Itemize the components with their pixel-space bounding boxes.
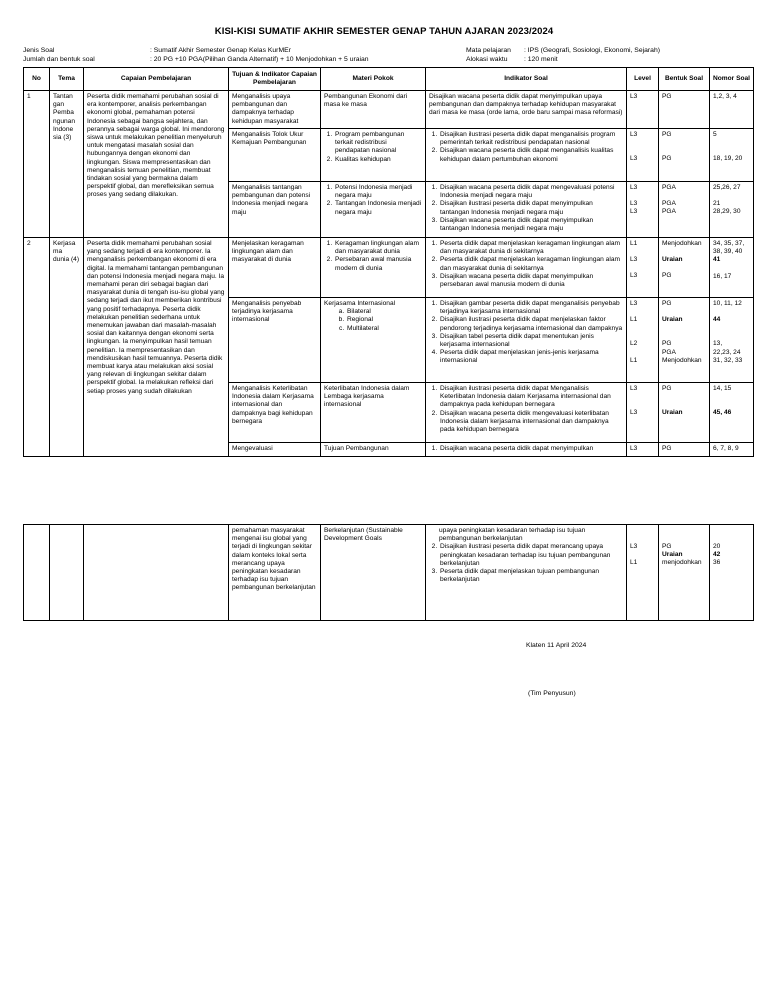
row2-sub1-bentuk <box>659 238 710 298</box>
page-title: KISI-KISI SUMATIF AKHIR SEMESTER GENAP TAHUN AJARAN 2023/2024 <box>214 26 554 37</box>
list-item: 2. Persebaran awal manusia modern di dunia <box>334 256 422 272</box>
row2-sub1-nomor <box>710 238 754 298</box>
level-value: L3 <box>630 272 638 280</box>
list-item: 1. Disajikan wacana peserta didik dapat mengevaluasi potensi Indonesia menjadi negara maju <box>439 184 623 200</box>
table-header-row <box>24 68 754 91</box>
list-item: 2. Kualitas kehidupan <box>334 156 422 164</box>
level-value: L3 <box>630 184 638 191</box>
row1-tema: Tantan gan Pemba ngunan Indone sia (3) <box>50 91 84 238</box>
materi-title: Kerjasama Internasional <box>324 300 396 307</box>
list-item: 1. Disajikan ilustrasi peserta didik dapat menganalisis program pemerintah terkait redistribusi pendapatan nasional <box>439 131 623 147</box>
level-value: L3 <box>630 131 638 138</box>
row2-sub3-indikator <box>426 383 627 443</box>
row1-sub3-indikator <box>426 182 627 238</box>
bentuk-value: PG <box>662 385 672 392</box>
row1-sub2-tujuan: Menganalisis Tolok Ukur Kemajuan Pembangunan <box>229 129 321 182</box>
list-item: 1. Keragaman lingkungan alam dan masyarakat dunia <box>334 240 422 256</box>
row2-sub3-nomor <box>710 383 754 443</box>
bentuk-value: Uraian <box>662 256 683 264</box>
cont-tema <box>50 525 84 621</box>
bentuk-value: PG <box>662 543 672 550</box>
bentuk-value: Uraian <box>662 551 683 559</box>
meta-jumlah-soal-value: : 20 PG +10 PGA(Pilihan Ganda Alternatif) + 10 Menjodohkan + 5 uraian <box>150 56 369 63</box>
row2-sub3-tujuan: Menganalisis Keterlibatan Indonesia dalam Kerjasama internasional dan dampaknya bagi kehidupan bernegara <box>229 383 321 443</box>
nomor-value: 41 <box>713 256 721 264</box>
list-item: 2. Disajikan ilustrasi peserta didik dapat menyimpulkan tantangan Indonesia menjadi negara maju <box>439 200 623 216</box>
list-item: 2. Peserta didik dapat menjelaskan keragaman lingkungan alam dan masyarakat dunia di sekitarnya <box>439 256 623 272</box>
row2-sub4-indikator <box>426 443 627 457</box>
header-level: Level <box>627 68 659 91</box>
list-item: 2. Tantangan Indonesia menjadi negara maju <box>334 200 422 216</box>
indikator-continued: upaya peningkatan kesadaran terhadap isu tujuan pembangunan berkelanjutan <box>439 527 586 543</box>
list-item: 4. Peserta didik dapat menjelaskan jenis-jenis kerjasama internasional <box>439 349 623 365</box>
row1-sub1-level: L3 <box>627 91 659 129</box>
row2-sub3-materi: Keterlibatan Indonesia dalam Lembaga kerjasama internasional <box>321 383 426 443</box>
header-materi: Materi Pokok <box>321 68 426 91</box>
bentuk-value: Menjodohkan <box>662 240 702 247</box>
bentuk-value: PGA <box>662 200 676 208</box>
bentuk-value: Uraian <box>662 409 683 417</box>
meta-alokasi-label: Alokasi waktu <box>466 56 508 63</box>
cont-bentuk <box>659 525 710 621</box>
meta-mapel-value: : IPS (Geografi, Sosiologi, Ekonomi, Sejarah) <box>524 47 661 54</box>
row2-sub1-indikator <box>426 238 627 298</box>
row1-capaian: Peserta didik memahami perubahan sosial di era kontemporer, analisis perkembangan ekonomi global, pemahaman potensi Indonesia sebagai bangsa sejahtera, dan perannya sebagai warga global. Ini mendorong siswa untuk melakukan penelitian menyeluruh untuk mengatasi masalah sosial dan hubungannya dengan ekonomi dan lingkungan. Siswa mempresentasikan dan menganalisis temuan penelitian, membuat tindakan sosial yang bermakna dalam perspektif global, dan merefleksikan semua proses yang sedang dilakukan. <box>84 91 229 238</box>
row2-sub2-bentuk <box>659 298 710 383</box>
nomor-value: 34, 35, 37, 38, 39, 40 <box>713 240 745 256</box>
cont-no <box>24 525 50 621</box>
bentuk-value: PG <box>662 300 672 307</box>
list-item: 1. Program pembangunan terkait redistribusi pendapatan nasional <box>334 131 422 156</box>
nomor-value: 44 <box>713 316 721 324</box>
list-item: 2. Disajikan ilustrasi peserta didik dapat menjelaskan faktor pendorong terjadinya kerjasama internasional dan dampaknya <box>439 316 623 332</box>
signer: (Tim Penyusun) <box>528 690 576 697</box>
list-item: 1. Disajikan ilustrasi peserta didik dapat Menganalisis Keterlibatan Indonesia dalam Kerjasama internasional dan dampaknya pada kehidupan bernegara <box>439 385 623 410</box>
bentuk-value: PGA <box>662 348 676 356</box>
nomor-value: 14, 15 <box>713 385 732 392</box>
row1-sub1-nomor: 1,2, 3, 4 <box>710 91 754 129</box>
cont-materi: Berkelanjutan (Sustainable Development Goals <box>321 525 426 621</box>
list-item: 3. Disajikan tabel peserta didik dapat menentukan jenis kerjasama internasional <box>439 333 623 349</box>
row2-sub4-materi: Tujuan Pembangunan <box>321 443 426 457</box>
row2-no: 2 <box>24 238 50 457</box>
level-value: L1 <box>630 316 638 324</box>
row1-no: 1 <box>24 91 50 238</box>
nomor-value: 36 <box>713 559 721 567</box>
level-value: L3 <box>630 385 638 392</box>
row2-sub3-bentuk <box>659 383 710 443</box>
nomor-value: 45, 46 <box>713 409 732 417</box>
list-item: 2. Disajikan wacana peserta didik mengevaluasi keterlibatan Indonesia dalam kerjasama internasional dan dampaknya pada kehidupan bernegara <box>439 410 623 435</box>
row1-sub3-materi <box>321 182 426 238</box>
level-value: L1 <box>630 240 638 247</box>
nomor-value: 10, 11, 12 <box>713 300 742 307</box>
table-row <box>24 238 754 298</box>
list-item: 1. Potensi Indonesia menjadi negara maju <box>334 184 422 200</box>
bentuk-value: PG <box>662 272 672 280</box>
nomor-value: 20 <box>713 543 721 550</box>
meta-alokasi-value: : 120 menit <box>524 56 558 63</box>
row2-sub1-tujuan: Menjelaskan keragaman lingkungan alam dan masyarakat di dunia <box>229 238 321 298</box>
level-value: L3 <box>630 256 638 264</box>
list-item: b. Regional <box>346 316 422 324</box>
cont-tujuan: pemahaman masyarakat mengenai isu global yang terjadi di lingkungan sekitar dalam konteks lokal serta merancang upaya peningkatan kesadaran terhadap isu tujuan pembangunan berkelanjutan <box>229 525 321 621</box>
row2-capaian: Peserta didik memahami perubahan sosial yang sedang terjadi di era kontemporer. Ia menganalisis perkembangan ekonomi di era digital. Ia memahami tantangan pembangunan dan potensi Indonesia menjadi negara maju. Ia memahami peran diri sebagai bagian dari masyarakat dunia di tengah isu-isu global yang sedang terjadi dan ikut memberikan kontribusi yang positif terhadapnya. Peserta didik melakukan penelitian sederhana untuk menemukan jawaban dari masalah-masalah sosial dan kaitannya dengan ekonomi serta lingkungan. Ia menyimpulkan hasil temuan penelitian. Ia mempresentasikan dan mendiskusikan hasil temuannya. Peserta didik membuat karya atau melakukan aksi sosial yang relevan di lingkungan sekitar dalam perspektif global. Ia melakukan refleksi dari setiap proses yang sudah dilakukan <box>84 238 229 457</box>
list-item: 3. Disajikan wacana peserta didik dapat menyimpulkan persebaran awal manusia modern di dunia <box>439 273 623 289</box>
header-capaian: Capaian Pembelajaran <box>84 68 229 91</box>
row1-sub3-nomor <box>710 182 754 238</box>
meta-jenis-soal-value: : Sumatif Akhir Semester Genap Kelas KurMEr <box>150 47 291 54</box>
row1-sub1-bentuk: PG <box>659 91 710 129</box>
level-value: L1 <box>630 559 638 567</box>
level-value: L2 <box>630 340 638 348</box>
bentuk-value: Menjodohkan <box>662 356 702 364</box>
list-item: c. Multilateral <box>346 325 422 333</box>
nomor-value: 31, 32, 33 <box>713 356 743 364</box>
row2-sub4-nomor: 6, 7, 8, 9 <box>710 443 754 457</box>
bentuk-value: PG <box>662 155 672 163</box>
level-value: L3 <box>630 200 638 208</box>
cont-level <box>627 525 659 621</box>
row2-sub1-materi <box>321 238 426 298</box>
level-value: L1 <box>630 356 638 364</box>
row1-sub2-bentuk <box>659 129 710 182</box>
list-item: a. Bilateral <box>346 308 422 316</box>
header-bentuk: Bentuk Soal <box>659 68 710 91</box>
nomor-value: 42 <box>713 551 721 559</box>
bentuk-value: menjodohkan <box>662 559 702 567</box>
nomor-value: 18, 19, 20 <box>713 155 743 163</box>
meta-jenis-soal-label: Jenis Soal <box>23 47 55 54</box>
nomor-value: 16, 17 <box>713 272 732 280</box>
place-date: Klaten 11 April 2024 <box>526 642 587 649</box>
nomor-value: 5 <box>713 131 717 138</box>
meta-mapel-label: Mata pelajaran <box>466 47 511 54</box>
header-indikator: Indikator Soal <box>426 68 627 91</box>
nomor-value: 28,29, 30 <box>713 208 741 216</box>
row2-tema: Kerjasa ma dunia (4) <box>50 238 84 457</box>
list-item: 1. Peserta didik dapat menjelaskan keragaman lingkungan alam dan masyarakat dunia di sekitarnya <box>439 240 623 256</box>
bentuk-value: PGA <box>662 208 676 216</box>
bentuk-value: Uraian <box>662 316 683 324</box>
row1-sub3-tujuan: Menganalisis tantangan pembangunan dan potensi Indonesia menjadi negara maju <box>229 182 321 238</box>
row1-sub1-indikator: Disajikan wacana peserta didik dapat menyimpulkan upaya pembangunan dan dampaknya terhadap kehidupan masyarakat dari masa ke masa (orde lama, orde baru sampai masa reformasi) <box>426 91 627 129</box>
level-value: L3 <box>630 409 638 417</box>
level-value: L3 <box>630 208 638 216</box>
row1-sub2-level <box>627 129 659 182</box>
row1-sub2-nomor <box>710 129 754 182</box>
row2-sub1-level <box>627 238 659 298</box>
bentuk-value: PG <box>662 131 672 138</box>
header-tujuan: Tujuan & Indikator Capaian Pembelajaran <box>229 68 321 91</box>
list-item: 1. Disajikan wacana peserta didik dapat menyimpulkan <box>439 445 623 453</box>
kisi-kisi-table-continued <box>23 524 754 621</box>
row1-sub2-materi <box>321 129 426 182</box>
row1-sub3-bentuk <box>659 182 710 238</box>
table-row <box>24 525 754 621</box>
cont-indikator <box>426 525 627 621</box>
nomor-value: 25,26, 27 <box>713 184 741 191</box>
nomor-value: 22,23, 24 <box>713 348 741 356</box>
bentuk-value: PG <box>662 340 672 348</box>
header-no: No <box>24 68 50 91</box>
header-tema: Tema <box>50 68 84 91</box>
row1-sub3-level <box>627 182 659 238</box>
row2-sub4-tujuan: Mengevaluasi <box>229 443 321 457</box>
table-row <box>24 91 754 129</box>
nomor-value: 21 <box>713 200 721 208</box>
row2-sub2-indikator <box>426 298 627 383</box>
level-value: L3 <box>630 543 638 550</box>
row1-sub2-indikator <box>426 129 627 182</box>
level-value: L3 <box>630 155 638 163</box>
row2-sub3-level <box>627 383 659 443</box>
cont-nomor <box>710 525 754 621</box>
cont-capaian <box>84 525 229 621</box>
row1-sub1-materi: Pembangunan Ekonomi dari masa ke masa <box>321 91 426 129</box>
row2-sub2-tujuan: Menganalisis penyebab terjadinya kerjasama internasional <box>229 298 321 383</box>
level-value: L3 <box>630 300 638 307</box>
row1-sub1-tujuan: Menganalisis upaya pembangunan dan dampaknya terhadap kehidupan masyarakat <box>229 91 321 129</box>
list-item: 3. Peserta didik dapat menjelaskan tujuan pembangunan berkelanjutan <box>439 568 623 584</box>
row2-sub4-level: L3 <box>627 443 659 457</box>
row2-sub2-materi <box>321 298 426 383</box>
row2-sub2-nomor <box>710 298 754 383</box>
list-item: 3. Disajikan wacana peserta didik dapat menyimpulkan tantangan Indonesia menjadi negara maju <box>439 217 623 233</box>
meta-jumlah-soal-label: Jumlah dan bentuk soal <box>23 56 95 63</box>
kisi-kisi-table <box>23 67 754 457</box>
bentuk-value: PGA <box>662 184 676 191</box>
list-item: 2. Disajikan wacana peserta didik dapat menganalisis kualitas kehidupan dalam pertumbuhan ekonomi <box>439 147 623 163</box>
nomor-value: 13, <box>713 340 723 348</box>
list-item: 1. Disajikan gambar peserta didik dapat menganalisis penyebab terjadinya kerjasama internasional <box>439 300 623 316</box>
row2-sub2-level <box>627 298 659 383</box>
list-item: 2. Disajikan ilustrasi peserta didik dapat merancang upaya peningkatan kesadaran terhadap isu tujuan pembangunan berkelanjutan <box>439 543 623 568</box>
row2-sub4-bentuk: PG <box>659 443 710 457</box>
header-nomor: Nomor Soal <box>710 68 754 91</box>
